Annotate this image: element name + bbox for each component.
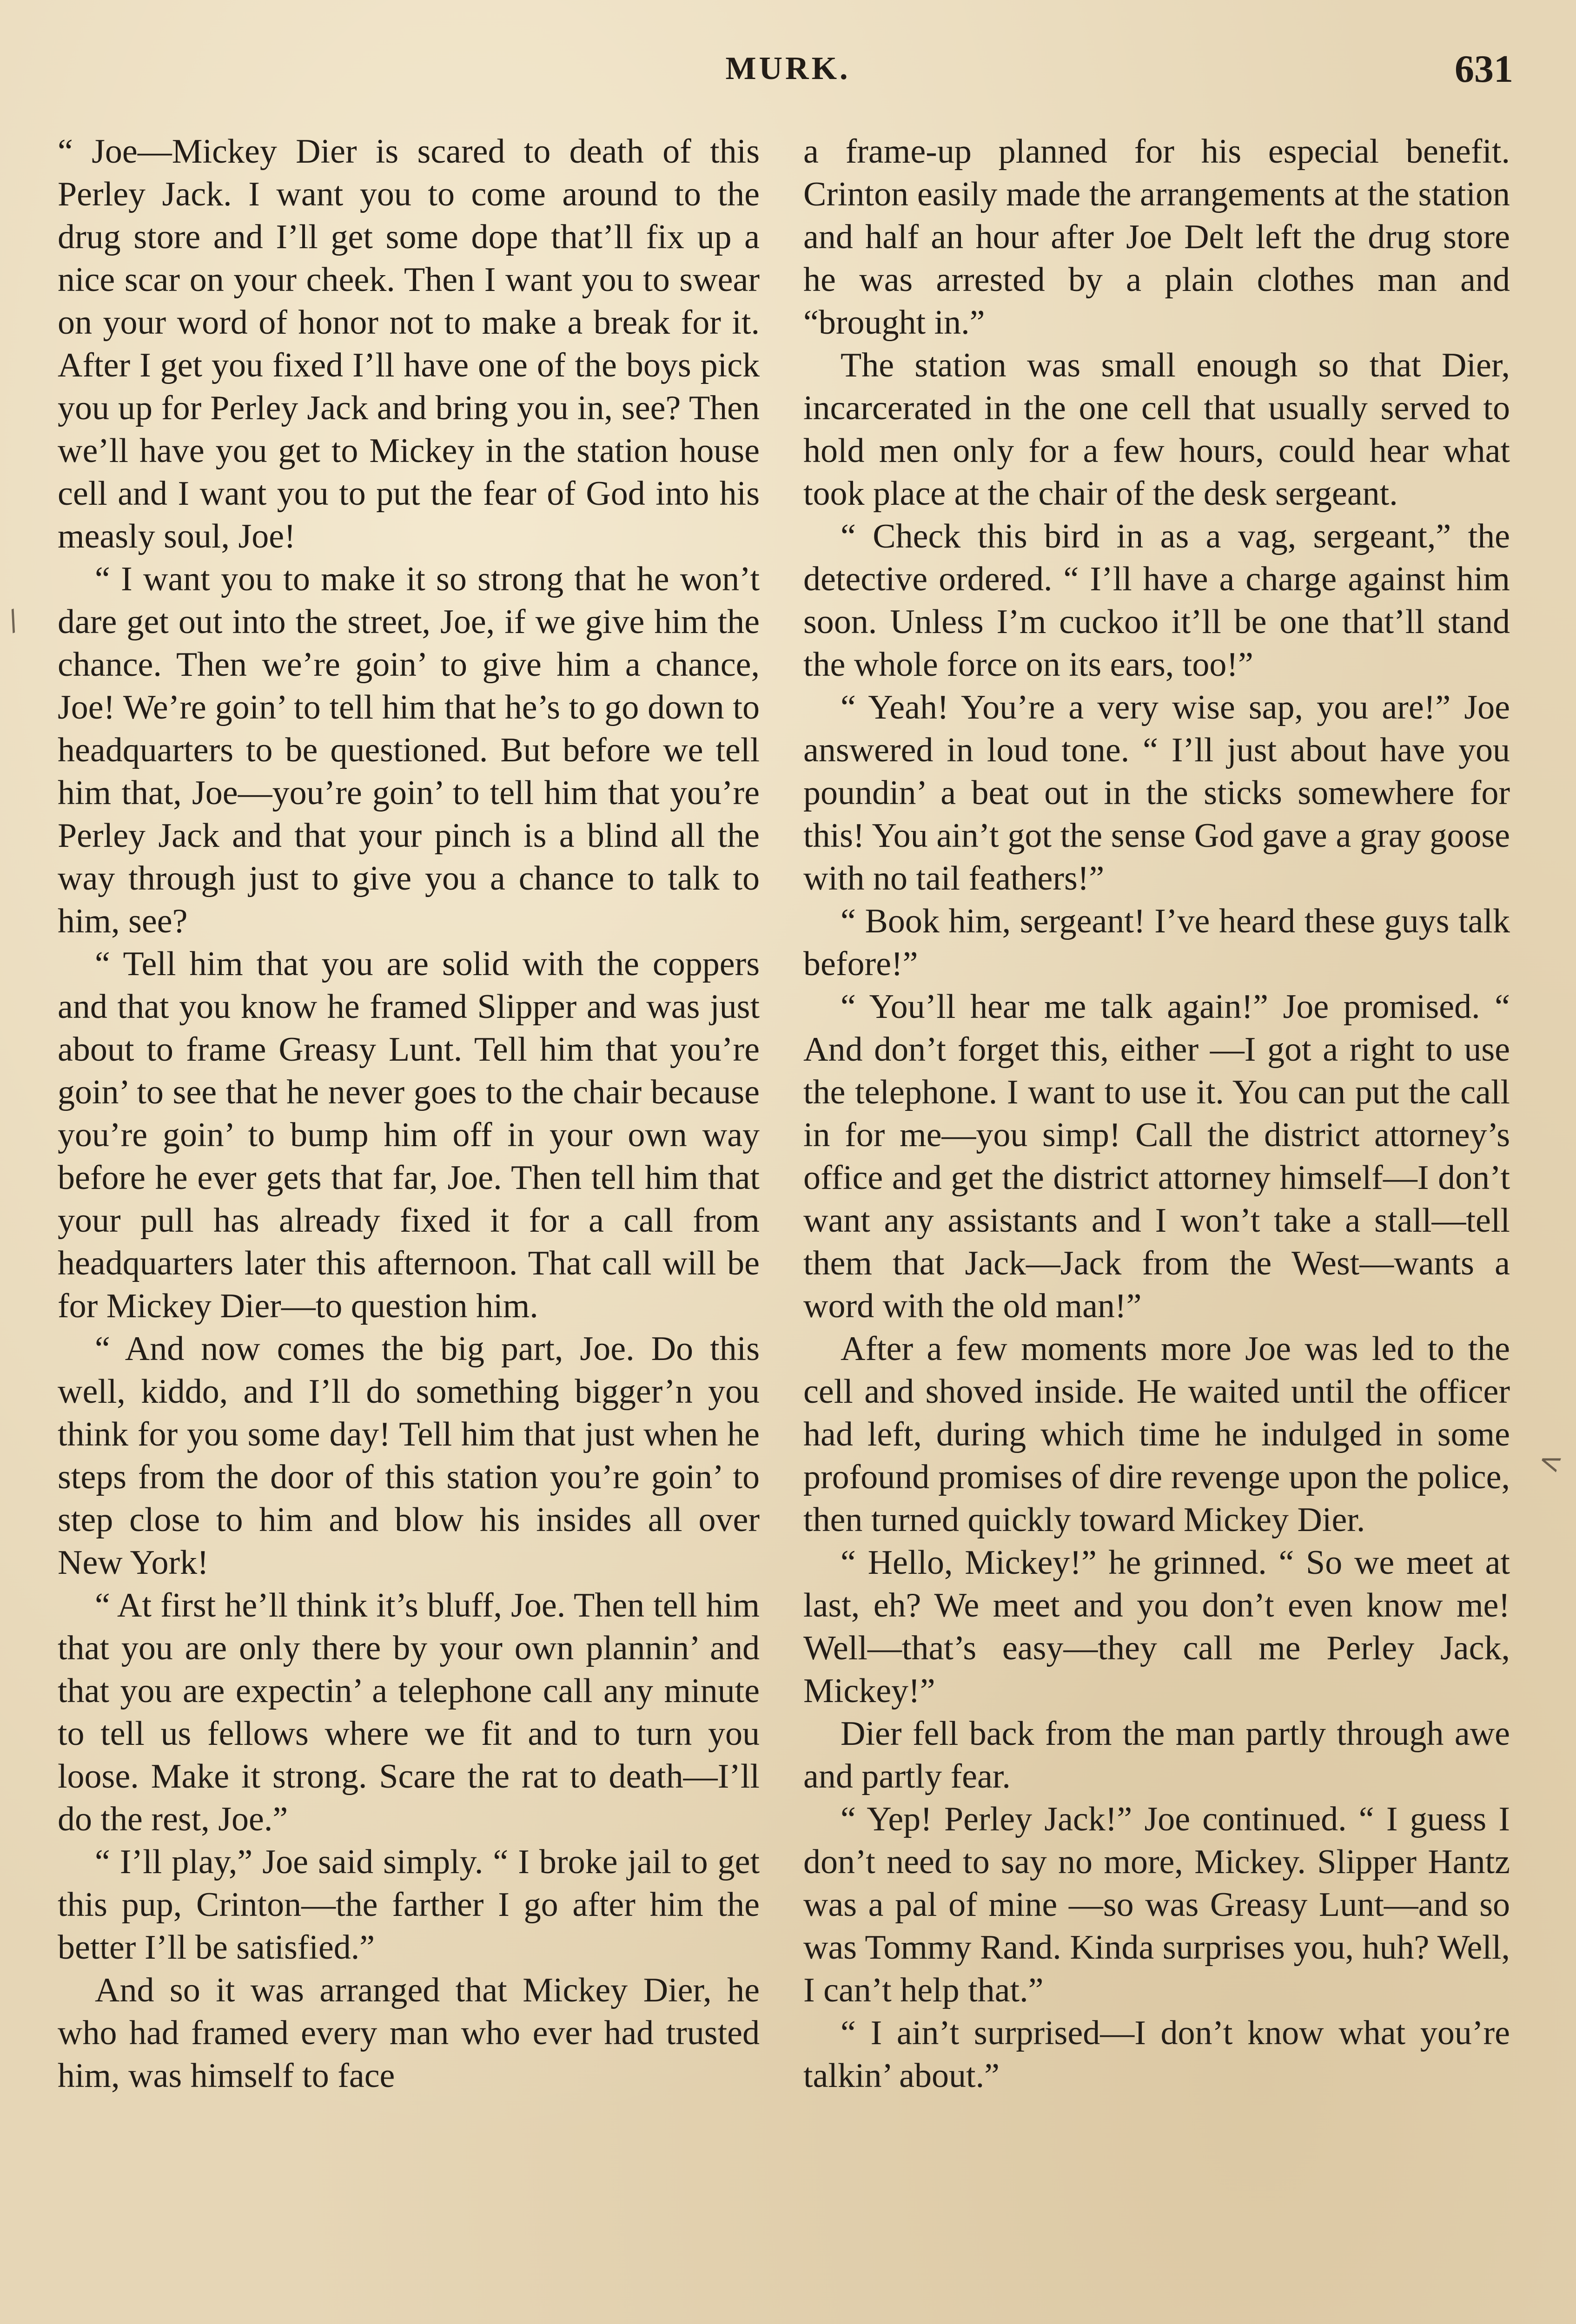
paragraph: “ At first he’ll think it’s bluff, Joe. Then tell him that you are only there by your own plannin’ and that you are expectin’ a telephone call any minute to tell us fellows where we fit and to turn you loose. Make it strong. Scare the rat to death—I’ll do the rest, Joe.” — [58, 1586, 760, 1838]
paragraph: “ And now comes the big part, Joe. Do this well, kiddo, and I’ll do something bigger’n you think for you some day! Tell him that just when he steps from the door of this station you’re goin’ to step close to him and blow his insides all over New York! — [58, 1330, 760, 1582]
paragraph: “ I ain’t surprised—I don’t know what you’re talkin’ about.” — [803, 2014, 1510, 2095]
left-column — [58, 130, 760, 2097]
right-column — [803, 130, 1510, 2097]
paragraph: “ I’ll play,” Joe said simply. “ I broke jail to get this pup, Crinton—the farther I go after him the better I’ll be satisfied.” — [58, 1843, 760, 1967]
running-head: MURK. — [725, 51, 851, 86]
paragraph: “ Hello, Mickey!” he grinned. “ So we meet at last, eh? We meet and you don’t even know me! Well—that’s easy—they call me Perley Jack, Mickey!” — [803, 1544, 1510, 1710]
paragraph: a frame-up planned for his especial benefit. Crinton easily made the arrangements at the station and half an hour after Joe Delt left the drug store he was arrested by a plain clothes man and “brought in.” — [803, 132, 1510, 342]
paragraph: After a few moments more Joe was led to the cell and shoved inside. He waited until the officer had left, during which time he indulged in some profound promises of dire revenge upon the police, then turned quickly toward Mickey Dier. — [803, 1330, 1510, 1539]
pencil-mark-left: / — [3, 603, 23, 638]
paragraph: “ Book him, sergeant! I’ve heard these guys talk before!” — [803, 902, 1510, 983]
page-header — [0, 46, 1576, 98]
paragraph: And so it was arranged that Mickey Dier, he who had framed every man who ever had trusted him, was himself to face — [58, 1971, 760, 2095]
paragraph: “ Joe—Mickey Dier is scared to death of this Perley Jack. I want you to come around to the drug store and I’ll get some dope that’ll fix up a nice scar on your cheek. Then I want you to swear on your word of honor not to make a break for it. After I get you fixed I’ll have one of the boys pick you up for Perley Jack and bring you in, see? Then we’ll have you get to Mickey in the station house cell and I want you to put the fear of God into his measly soul, Joe! — [58, 132, 760, 555]
paragraph: Dier fell back from the man partly through awe and partly fear. — [803, 1715, 1510, 1796]
paragraph: The station was small enough so that Dier, incarcerated in the one cell that usually served to hold men only for a few hours, could hear what took place at the chair of the desk sergeant. — [803, 346, 1510, 513]
paragraph: “ Tell him that you are solid with the coppers and that you know he framed Slipper and was just about to frame Greasy Lunt. Tell him that you’re goin’ to see that he never goes to the chair because you’re goin’ to bump him off in your own way before he ever gets that far, Joe. Then tell him that your pull has already fixed it for a call from headquarters later this afternoon. That call will be for Mickey Dier—to question him. — [58, 945, 760, 1325]
paragraph: “ Yep! Perley Jack!” Joe continued. “ I guess I don’t need to say no more, Mickey. Slipper Hantz was a pal of mine —so was Greasy Lunt—and so was Tommy Rand. Kinda surprises you, huh? Well, I can’t help that.” — [803, 1800, 1510, 2009]
pencil-mark-right: < — [1534, 1442, 1567, 1481]
paragraph: “ Yeah! You’re a very wise sap, you are!” Joe answered in loud tone. “ I’ll just about have you poundin’ a beat out in the sticks somewhere for this! You ain’t got the sense God gave a gray goose with no tail feathers!” — [803, 688, 1510, 898]
paragraph: “ I want you to make it so strong that he won’t dare get out into the street, Joe, if we give him the chance. Then we’re goin’ to give him a chance, Joe! We’re goin’ to tell him that he’s to go down to headquarters to be questioned. But before we tell him that, Joe—you’re goin’ to tell him that you’re Perley Jack and that your pinch is a blind all the way through just to give you a chance to talk to him, see? — [58, 560, 760, 940]
paragraph: “ You’ll hear me talk again!” Joe promised. “ And don’t forget this, either —I got a right to use the telephone. I want to use it. You can put the call in for me—you simp! Call the district attorney’s office and get the district attorney himself—I don’t want any assistants and I won’t take a stall—tell them that Jack—Jack from the West—wants a word with the old man!” — [803, 988, 1510, 1325]
paragraph: “ Check this bird in as a vag, sergeant,” the detective ordered. “ I’ll have a charge against him soon. Unless I’m cuckoo it’ll be one that’ll stand the whole force on its ears, too!” — [803, 517, 1510, 684]
page-number: 631 — [1455, 47, 1513, 91]
